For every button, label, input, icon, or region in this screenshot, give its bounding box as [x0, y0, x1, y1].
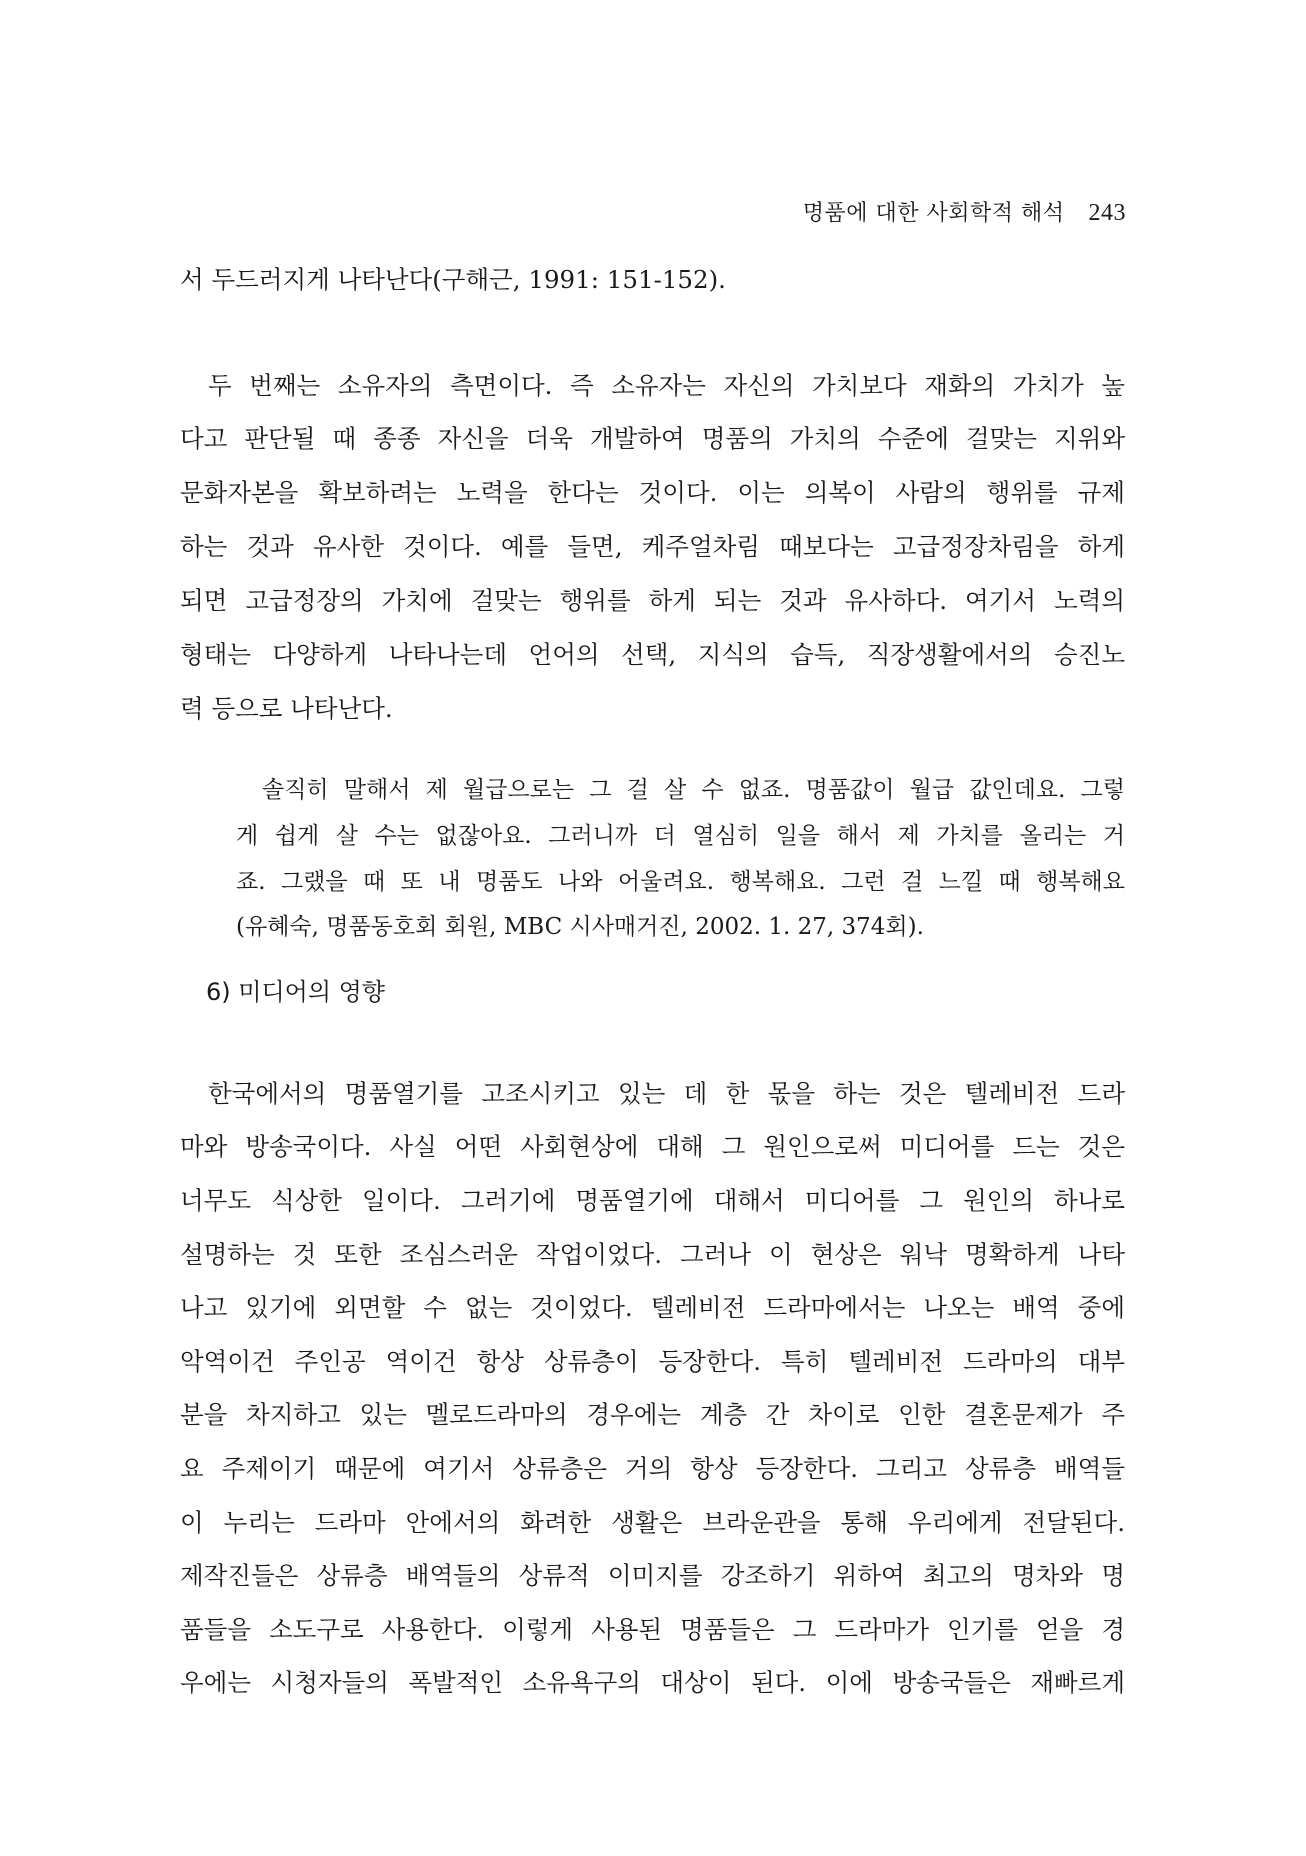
paragraph-line: 마와 방송국이다. 사실 어떤 사회현상에 대해 그 원인으로써 미디어를 드는 것은 — [180, 1132, 1125, 1161]
quote-line: 죠. 그랬을 때 또 내 명품도 나와 어울려요. 행복해요. 그런 걸 느낄 때 행복해요 — [236, 869, 1125, 895]
section-heading: 6) 미디어의 영향 — [206, 978, 385, 1006]
quote-line: 게 쉽게 살 수는 없잖아요. 그러니까 더 열심히 일을 해서 제 가치를 올리는 거 — [236, 823, 1125, 849]
paragraph-line: 나고 있기에 외면할 수 없는 것이었다. 텔레비전 드라마에서는 나오는 배역 중에 — [180, 1293, 1125, 1322]
paragraph-line: 되면 고급정장의 가치에 걸맞는 행위를 하게 되는 것과 유사하다. 여기서 노력의 — [180, 586, 1125, 615]
running-head-title: 명품에 대한 사회학적 해석 — [802, 201, 1065, 226]
paragraph-line: 악역이건 주인공 역이건 항상 상류층이 등장한다. 특히 텔레비전 드라마의 대부 — [180, 1347, 1125, 1376]
quote-line: (유혜숙, 명품동호회 회원, MBC 시사매거진, 2002. 1. 27, 374회). — [236, 914, 924, 940]
paragraph-line: 두 번째는 소유자의 측면이다. 즉 소유자는 자신의 가치보다 재화의 가치가 높 — [208, 371, 1125, 400]
paragraph-line: 품들을 소도구로 사용한다. 이렇게 사용된 명품들은 그 드라마가 인기를 얻을 경 — [180, 1615, 1125, 1644]
page-number: 243 — [1088, 200, 1126, 226]
paragraph-line: 형태는 다양하게 나타나는데 언어의 선택, 지식의 습득, 직장생활에서의 승진노 — [180, 640, 1125, 669]
paragraph-line: 설명하는 것 또한 조심스러운 작업이었다. 그러나 이 현상은 워낙 명확하게 나타 — [180, 1240, 1125, 1269]
paragraph-line: 요 주제이기 때문에 여기서 상류층은 거의 항상 등장한다. 그리고 상류층 배역들 — [180, 1454, 1125, 1483]
paragraph-line: 분을 차지하고 있는 멜로드라마의 경우에는 계층 간 차이로 인한 결혼문제가 주 — [180, 1400, 1125, 1429]
paragraph-line: 하는 것과 유사한 것이다. 예를 들면, 케주얼차림 때보다는 고급정장차림을 하게 — [180, 532, 1125, 561]
paragraph-line: 다고 판단될 때 종종 자신을 더욱 개발하여 명품의 가치의 수준에 걸맞는 지위와 — [180, 424, 1125, 453]
paragraph-line: 우에는 시청자들의 폭발적인 소유욕구의 대상이 된다. 이에 방송국들은 재빠르게 — [180, 1668, 1125, 1697]
paragraph-line: 너무도 식상한 일이다. 그러기에 명품열기에 대해서 미디어를 그 원인의 하나로 — [180, 1186, 1125, 1215]
quote-line: 솔직히 말해서 제 월급으로는 그 걸 살 수 없죠. 명품값이 월급 값인데요. 그렇 — [262, 777, 1125, 803]
paragraph-line: 제작진들은 상류층 배역들의 상류적 이미지를 강조하기 위하여 최고의 명차와 명 — [180, 1561, 1125, 1590]
paragraph-line: 서 두드러지게 나타난다(구해근, 1991: 151-152). — [180, 265, 726, 294]
paragraph-line: 이 누리는 드라마 안에서의 화려한 생활은 브라운관을 통해 우리에게 전달된다. — [180, 1508, 1125, 1537]
paragraph-line: 한국에서의 명품열기를 고조시키고 있는 데 한 몫을 하는 것은 텔레비전 드라 — [208, 1079, 1125, 1108]
paragraph-line: 력 등으로 나타난다. — [180, 694, 393, 723]
running-head — [803, 196, 1126, 227]
paragraph-line: 문화자본을 확보하려는 노력을 한다는 것이다. 이는 의복이 사람의 행위를 규제 — [180, 478, 1125, 507]
